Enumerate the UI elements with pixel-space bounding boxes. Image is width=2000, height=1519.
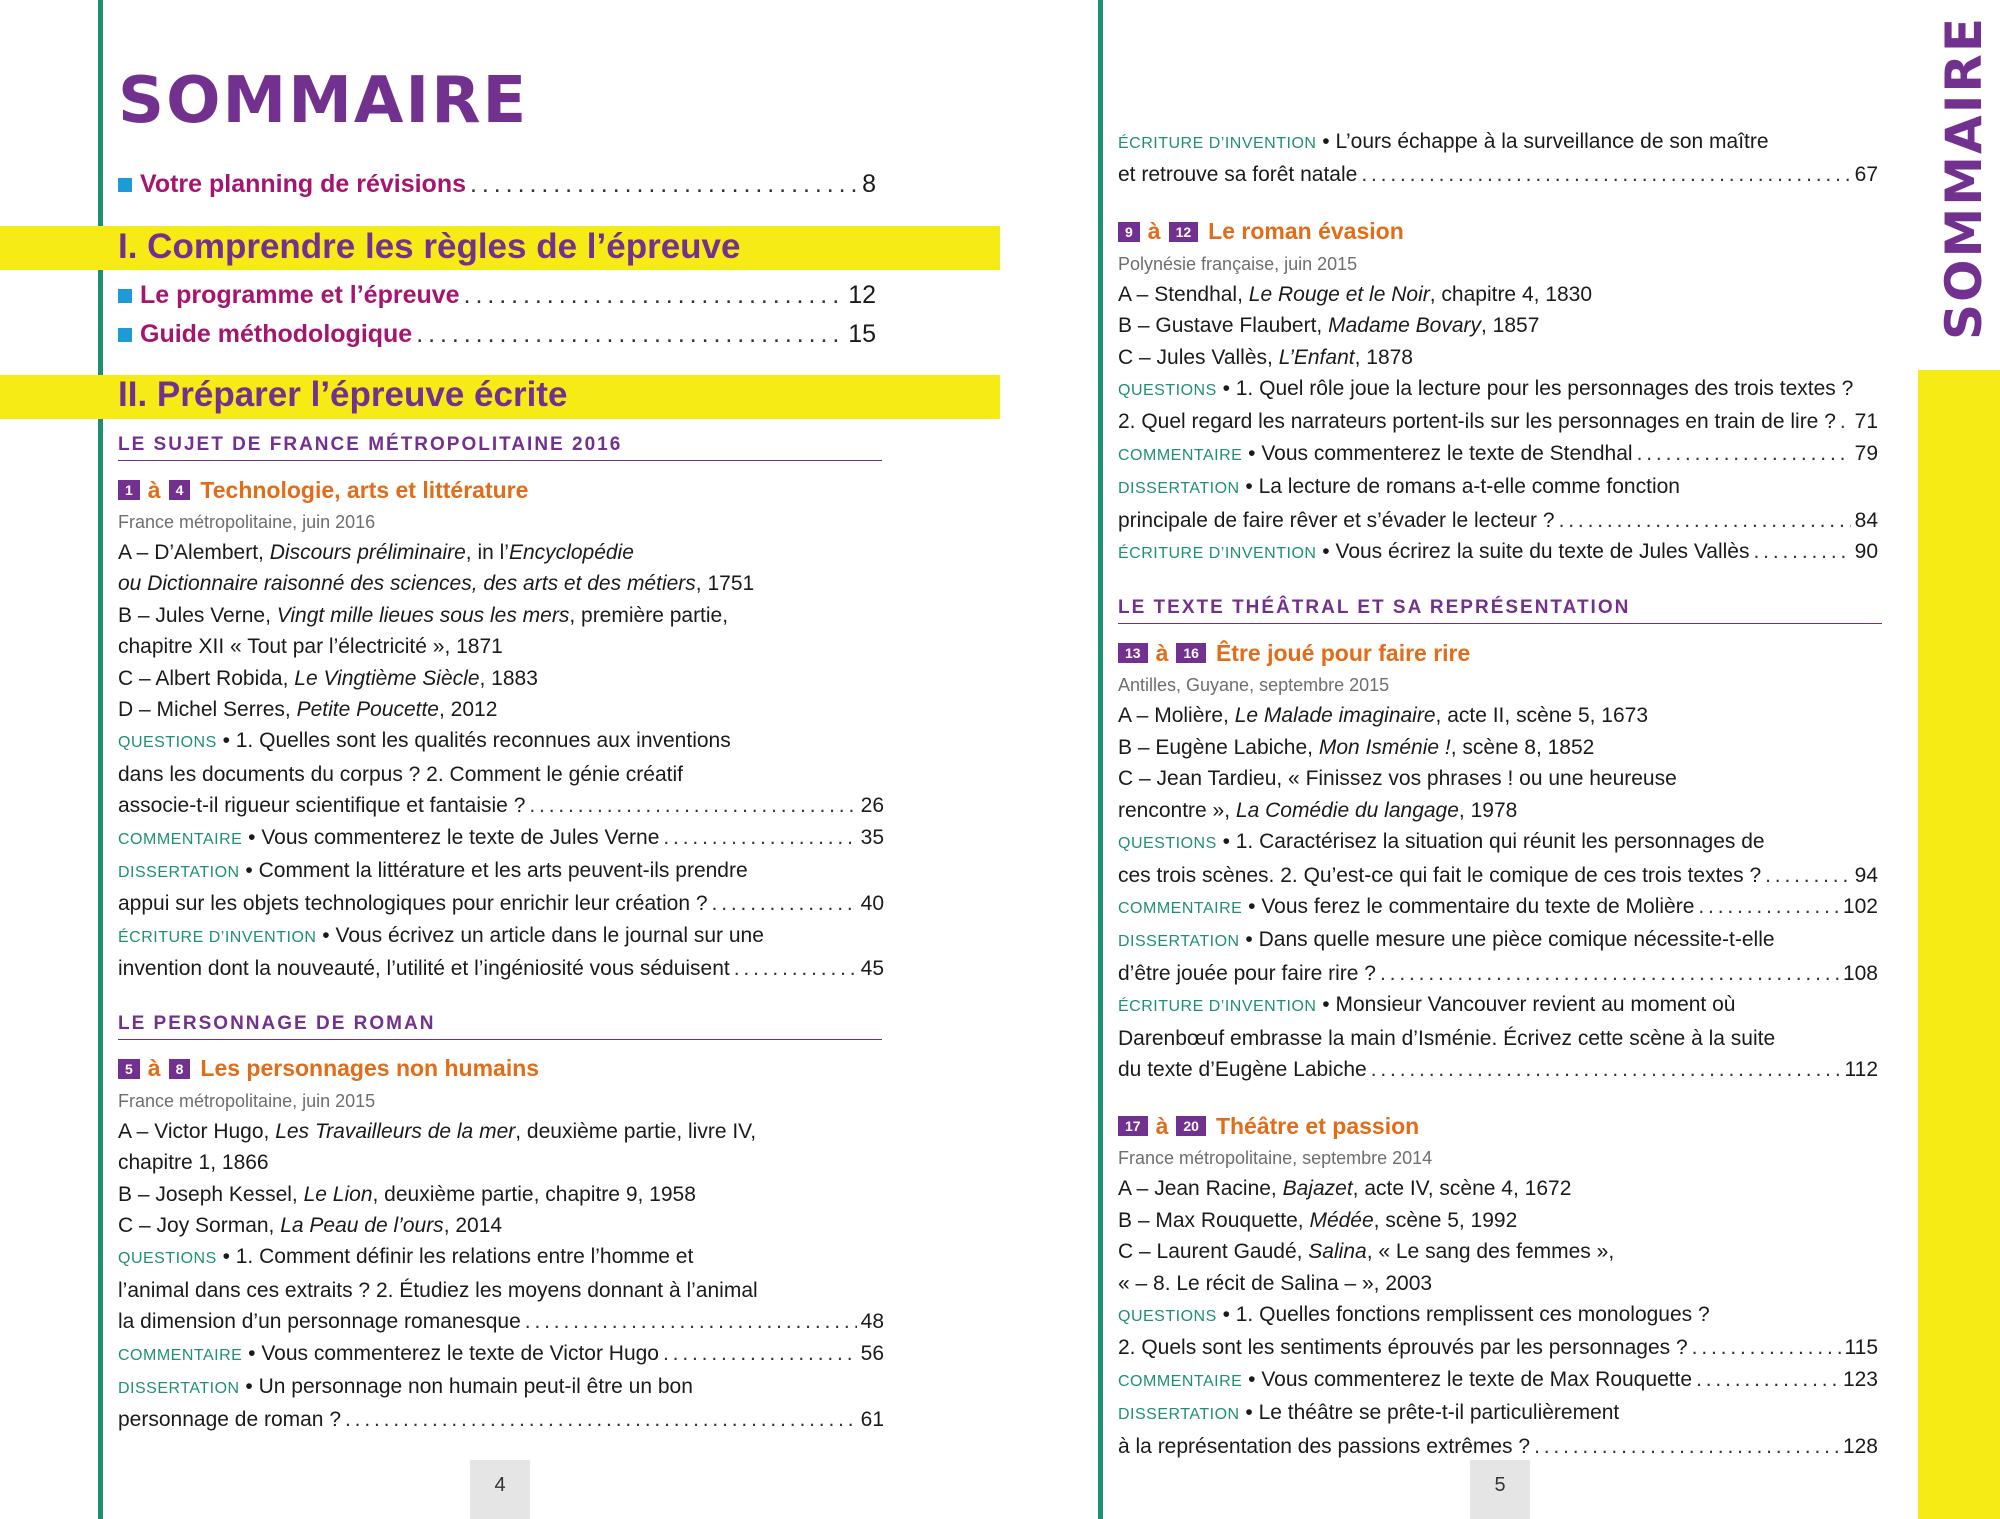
- corpus-document: A – Victor Hugo, Les Travailleurs de la mer, deuxième partie, livre IV,: [118, 1119, 757, 1143]
- corpus-document: C – Jules Vallès, L’Enfant, 1878: [1118, 345, 1413, 369]
- leader-dots: [416, 320, 844, 349]
- theme-heading-4[interactable]: [1118, 636, 1878, 670]
- dissertation-entry-end[interactable]: principale de faire rêver et s’évader le lecteur ? . . . 84: [1118, 505, 1878, 536]
- commentaire-entry[interactable]: COMMENTAIRE • Vous commenterez le texte de Max Rouquette . . . 123: [1118, 1364, 1878, 1397]
- questions-entry-cont: l’animal dans ces extraits ? 2. Étudiez les moyens donnant à l’animal: [118, 1278, 758, 1302]
- corpus-document: C – Albert Robida, Le Vingtième Siècle, 1883: [118, 666, 538, 690]
- subject-number-badge: 20: [1176, 1116, 1206, 1136]
- questions-entry-end[interactable]: associe-t-il rigueur scientifique et fantaisie ? . . . 26: [118, 790, 884, 821]
- subject-number-badge: 4: [169, 480, 191, 500]
- subject-number-badge: 8: [169, 1059, 191, 1079]
- corpus-document: B – Jules Verne, Vingt mille lieues sous les mers, première partie,: [118, 603, 729, 627]
- range-separator: à: [147, 476, 161, 503]
- dissertation-entry[interactable]: DISSERTATION • Le théâtre se prête-t-il particulièrement: [1118, 1401, 1620, 1425]
- questions-entry[interactable]: QUESTIONS • 1. Comment définir les relations entre l’homme et: [118, 1245, 694, 1269]
- spine-title: SOMMAIRE: [1935, 16, 1993, 340]
- leader-dots: [464, 281, 845, 310]
- corpus-document: A – Molière, Le Malade imaginaire, acte II, scène 5, 1673: [1118, 704, 1649, 728]
- theme-title: Être joué pour faire rire: [1215, 639, 1471, 666]
- ecriture-entry[interactable]: ÉCRITURE D’INVENTION • Vous écrivez un article dans le journal sur une: [118, 923, 764, 947]
- dissertation-entry[interactable]: DISSERTATION • Dans quelle mesure une pièce comique nécessite-t-elle: [1118, 928, 1775, 952]
- theme-heading-3[interactable]: [1118, 215, 1878, 249]
- subject-number-badge: 9: [1118, 222, 1140, 242]
- leader-dots: [470, 170, 858, 199]
- questions-entry-end[interactable]: la dimension d’un personnage romanesque . . . 48: [118, 1306, 884, 1337]
- commentaire-entry[interactable]: COMMENTAIRE • Vous commenterez le texte de Jules Verne . . . 35: [118, 822, 884, 855]
- theme-title: Les personnages non humains: [200, 1055, 540, 1082]
- corpus-document: B – Max Rouquette, Médée, scène 5, 1992: [1118, 1208, 1518, 1232]
- exam-source: Antilles, Guyane, septembre 2015: [1118, 675, 1390, 696]
- toc-entry-programme[interactable]: [118, 281, 876, 310]
- corpus-document: ou Dictionnaire raisonné des sciences, des arts et des métiers, 1751: [118, 572, 755, 596]
- square-bullet-icon: [118, 328, 132, 342]
- exam-source: France métropolitaine, septembre 2014: [1118, 1148, 1433, 1169]
- questions-entry[interactable]: QUESTIONS • 1. Caractérisez la situation qui réunit les personnages de: [1118, 830, 1765, 854]
- section-heading: LE SUJET DE FRANCE MÉTROPOLITAINE 2016: [118, 434, 882, 461]
- section-heading: LE PERSONNAGE DE ROMAN: [118, 1013, 882, 1040]
- dissertation-entry[interactable]: DISSERTATION • Un personnage non humain peut-il être un bon: [118, 1374, 693, 1398]
- commentaire-entry[interactable]: COMMENTAIRE • Vous commenterez le texte de Victor Hugo . . . 56: [118, 1338, 884, 1371]
- dissertation-entry-end[interactable]: d’être jouée pour faire rire ? . . . 108: [1118, 958, 1878, 989]
- dissertation-entry[interactable]: DISSERTATION • Comment la littérature et les arts peuvent-ils prendre: [118, 859, 748, 883]
- corpus-document: B – Joseph Kessel, Le Lion, deuxième partie, chapitre 9, 1958: [118, 1182, 696, 1206]
- toc-entry-guide[interactable]: [118, 320, 876, 349]
- theme-heading-1[interactable]: [118, 473, 884, 507]
- spine-band: [1918, 370, 2000, 1519]
- section-heading: LE TEXTE THÉÂTRAL ET SA REPRÉSENTATION: [1118, 597, 1882, 624]
- corpus-document: chapitre XII « Tout par l’électricité », 1871: [118, 635, 503, 659]
- exam-source: Polynésie française, juin 2015: [1118, 253, 1358, 274]
- subject-number-badge: 12: [1169, 222, 1199, 242]
- range-separator: à: [147, 1055, 161, 1082]
- toc-entry-planning[interactable]: [118, 170, 876, 199]
- part-title-2: II. Préparer l’épreuve écrite: [118, 375, 568, 414]
- toc-entry-label: Le programme et l’épreuve: [140, 281, 460, 309]
- part-title-1: I. Comprendre les règles de l’épreuve: [118, 227, 741, 266]
- range-separator: à: [1155, 1112, 1169, 1139]
- corpus-document: A – Stendhal, Le Rouge et le Noir, chapitre 4, 1830: [1118, 282, 1593, 306]
- page-title: SOMMAIRE: [118, 64, 529, 138]
- corpus-document: A – Jean Racine, Bajazet, acte IV, scène 4, 1672: [1118, 1177, 1572, 1201]
- corpus-document: rencontre », La Comédie du langage, 1978: [1118, 798, 1518, 822]
- ecriture-entry-end[interactable]: invention dont la nouveauté, l’utilité et l’ingéniosité vous séduisent . . . 45: [118, 953, 884, 984]
- commentaire-entry[interactable]: COMMENTAIRE • Vous ferez le commentaire du texte de Molière . . . 102: [1118, 891, 1878, 924]
- subject-number-badge: 1: [118, 480, 140, 500]
- theme-title: Technologie, arts et littérature: [200, 476, 529, 503]
- ecriture-entry[interactable]: ÉCRITURE D’INVENTION • Monsieur Vancouver revient au moment où: [1118, 993, 1736, 1017]
- corpus-document: « – 8. Le récit de Salina – », 2003: [1118, 1271, 1433, 1295]
- corpus-document: B – Eugène Labiche, Mon Isménie !, scène 8, 1852: [1118, 735, 1595, 759]
- theme-title: Théâtre et passion: [1215, 1112, 1420, 1139]
- toc-page-number: 15: [848, 320, 876, 348]
- theme-title: Le roman évasion: [1208, 218, 1404, 245]
- questions-entry[interactable]: QUESTIONS • 1. Quelles fonctions remplissent ces monologues ?: [1118, 1302, 1710, 1326]
- subject-number-badge: 17: [1118, 1116, 1148, 1136]
- ecriture-entry[interactable]: ÉCRITURE D’INVENTION • L’ours échappe à la surveillance de son maître: [1118, 130, 1769, 153]
- dissertation-entry-end[interactable]: personnage de roman ? . . . 61: [118, 1404, 884, 1435]
- subject-number-badge: 5: [118, 1059, 140, 1079]
- corpus-document: C – Joy Sorman, La Peau de l’ours, 2014: [118, 1213, 503, 1237]
- ecriture-entry[interactable]: ÉCRITURE D’INVENTION • Vous écrirez la suite du texte de Jules Vallès . . . 90: [1118, 536, 1878, 569]
- range-separator: à: [1155, 639, 1169, 666]
- corpus-document: A – D’Alembert, Discours préliminaire, in l’Encyclopédie: [118, 541, 634, 564]
- dissertation-entry-end[interactable]: à la représentation des passions extrêmes ? . . . 128: [1118, 1431, 1878, 1462]
- exam-source: France métropolitaine, juin 2016: [118, 512, 376, 532]
- subject-number-badge: 13: [1118, 643, 1148, 663]
- ecriture-entry-end[interactable]: du texte d’Eugène Labiche . . . 112: [1118, 1054, 1878, 1085]
- toc-page-number: 12: [848, 281, 876, 309]
- dissertation-entry-end[interactable]: appui sur les objets technologiques pour enrichir leur création ? . . . 40: [118, 888, 884, 919]
- toc-page-number: 8: [862, 170, 876, 198]
- questions-entry[interactable]: QUESTIONS • 1. Quelles sont les qualités reconnues aux inventions: [118, 729, 731, 753]
- left-column: [118, 434, 884, 1436]
- corpus-document: C – Jean Tardieu, « Finissez vos phrases ! ou une heureuse: [1118, 767, 1677, 791]
- range-separator: à: [1147, 218, 1161, 245]
- commentaire-entry[interactable]: COMMENTAIRE • Vous commenterez le texte de Stendhal . . . 79: [1118, 438, 1878, 471]
- questions-entry-cont: dans les documents du corpus ? 2. Comment le génie créatif: [118, 762, 683, 786]
- toc-entry-label: Votre planning de révisions: [140, 170, 466, 198]
- square-bullet-icon: [118, 178, 132, 192]
- exam-source: France métropolitaine, juin 2015: [118, 1090, 376, 1111]
- theme-heading-5[interactable]: [1118, 1109, 1878, 1143]
- corpus-document: D – Michel Serres, Petite Poucette, 2012: [118, 698, 498, 722]
- page-number-left: 4: [470, 1460, 530, 1519]
- questions-entry-end[interactable]: 2. Quel regard les narrateurs portent-ils sur les personnages en train de lire ? . . . 71: [1118, 406, 1878, 437]
- ecriture-entry-cont: Darenbœuf embrasse la main d’Isménie. Écrivez cette scène à la suite: [1118, 1026, 1776, 1050]
- dissertation-entry[interactable]: DISSERTATION • La lecture de romans a-t-elle comme fonction: [1118, 475, 1680, 499]
- questions-entry[interactable]: QUESTIONS • 1. Quel rôle joue la lecture pour les personnages des trois textes ?: [1118, 377, 1854, 401]
- right-column: [1118, 126, 1878, 1462]
- page-number-right: 5: [1470, 1460, 1530, 1519]
- right-margin-rule: [1098, 0, 1103, 1519]
- subject-number-badge: 16: [1176, 643, 1206, 663]
- corpus-document: B – Gustave Flaubert, Madame Bovary, 1857: [1118, 314, 1540, 338]
- questions-entry-end[interactable]: 2. Quels sont les sentiments éprouvés par les personnages ? . . . 115: [1118, 1332, 1878, 1363]
- ecriture-entry-end[interactable]: et retrouve sa forêt natale . . . 67: [1118, 159, 1878, 190]
- corpus-document: chapitre 1, 1866: [118, 1151, 269, 1175]
- square-bullet-icon: [118, 289, 132, 303]
- questions-entry-end[interactable]: ces trois scènes. 2. Qu’est-ce qui fait le comique de ces trois textes ? . . . 94: [1118, 860, 1878, 891]
- theme-heading-2[interactable]: [118, 1052, 884, 1086]
- corpus-document: C – Laurent Gaudé, Salina, « Le sang des femmes »,: [1118, 1240, 1615, 1264]
- toc-entry-label: Guide méthodologique: [140, 320, 413, 348]
